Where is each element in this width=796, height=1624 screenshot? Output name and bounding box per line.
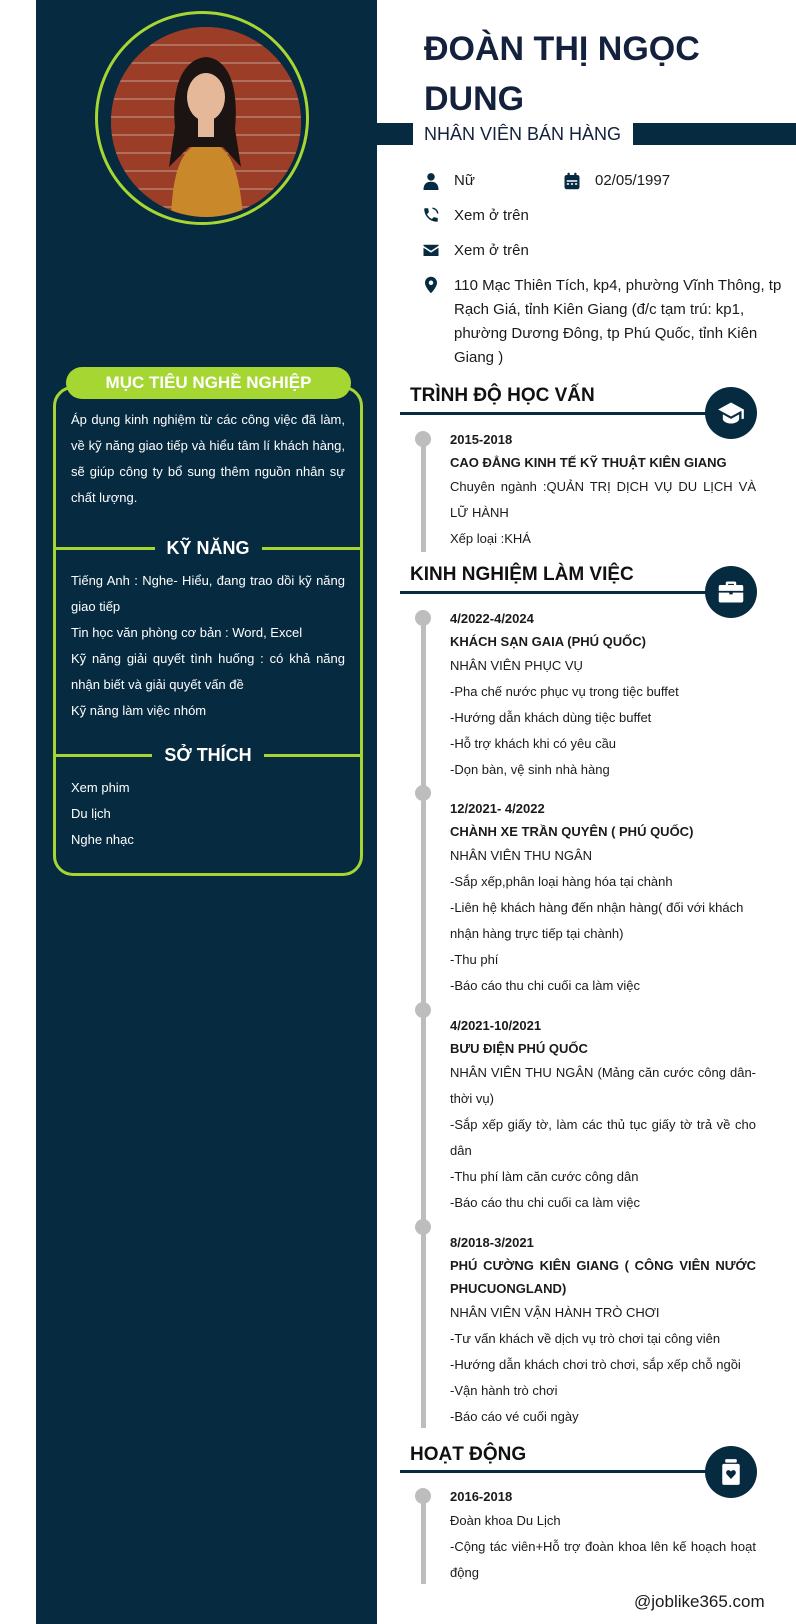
skill-item: Kỹ năng giải quyết tình huống : có khả năng nhận biết và giải quyết vấn đề — [71, 651, 345, 692]
job-entry — [450, 1231, 756, 1430]
job-entry — [450, 607, 756, 783]
phone-value: Xem ở trên — [454, 207, 529, 224]
education-heading: TRÌNH ĐỘ HỌC VẤN — [410, 385, 595, 406]
job-duty: -Sắp xếp,phân loại hàng hóa tại chành — [450, 874, 673, 889]
briefcase-icon — [717, 578, 745, 606]
job-duty: -Báo cáo thu chi cuối ca làm việc — [450, 1195, 641, 1210]
gender-value: Nữ — [454, 172, 475, 189]
activities-timeline — [421, 1496, 426, 1584]
job-period: 12/2021- 4/2022 — [450, 801, 545, 816]
skill-item: Tiếng Anh : Nghe- Hiểu, đang trao dồi kỹ năng giao tiếp — [71, 573, 345, 614]
timeline-dot — [415, 1488, 431, 1504]
job-duty: -Dọn bàn, vệ sinh nhà hàng — [450, 762, 610, 777]
education-period: 2015-2018 — [450, 432, 513, 447]
objective-section — [71, 407, 345, 511]
job-duty: -Pha chế nước phục vụ trong tiệc buffet — [450, 684, 679, 699]
education-school: CAO ĐẲNG KINH TẾ KỸ THUẬT KIÊN GIANG — [450, 455, 727, 470]
job-company: PHÚ CƯỜNG KIÊN GIANG ( CÔNG VIÊN NƯỚC PHUCUONGLAND) — [450, 1258, 756, 1296]
job-duty: -Thu phí — [450, 952, 499, 967]
hobbies-heading-row — [56, 743, 360, 767]
education-grade: Xếp loại :KHÁ — [450, 531, 531, 546]
job-company: BƯU ĐIỆN PHÚ QUỐC — [450, 1041, 588, 1056]
timeline-dot — [415, 1002, 431, 1018]
job-period: 4/2021-10/2021 — [450, 1018, 542, 1033]
activity-entry — [450, 1485, 756, 1586]
job-period: 4/2022-4/2024 — [450, 611, 534, 626]
activity-desc: -Cộng tác viên+Hỗ trợ đoàn khoa lên kế hoạch hoạt động — [450, 1539, 756, 1580]
job-duty: -Hướng dẫn khách dùng tiệc buffet — [450, 710, 652, 725]
user-icon — [422, 172, 440, 190]
job-company: KHÁCH SẠN GAIA (PHÚ QUỐC) — [450, 634, 646, 649]
job-period: 8/2018-3/2021 — [450, 1235, 534, 1250]
footer-brand: @joblike365.com — [634, 1592, 765, 1611]
job-duty: -Vận hành trò chơi — [450, 1383, 558, 1398]
title-bar-left — [377, 123, 413, 145]
skills-heading-row — [56, 536, 360, 560]
education-major: Chuyên ngành :QUẢN TRỊ DỊCH VỤ DU LỊCH VÀ LỮ HÀNH — [450, 479, 756, 520]
hobby-item: Nghe nhạc — [71, 832, 134, 847]
skills-list — [71, 568, 345, 724]
birthdate-value: 02/05/1997 — [595, 172, 671, 189]
job-duty: -Liên hệ khách hàng đến nhận hàng( đối với khách nhận hàng trực tiếp tại chành) — [450, 900, 744, 941]
phone-icon — [422, 206, 440, 224]
experience-heading: KINH NGHIỆM LÀM VIỆC — [410, 564, 634, 585]
job-duty: -Hỗ trợ khách khi có yêu cầu — [450, 736, 617, 751]
job-position: NHÂN VIÊN THU NGÂN (Mảng căn cước công dân- thời vụ) — [450, 1065, 756, 1106]
graduation-cap-icon — [717, 399, 745, 427]
job-position: NHÂN VIÊN THU NGÂN — [450, 848, 593, 863]
hobbies-list — [71, 775, 345, 853]
job-title: NHÂN VIÊN BÁN HÀNG — [424, 124, 622, 144]
activity-org: Đoàn khoa Du Lịch — [450, 1513, 561, 1528]
address-value: 110 Mạc Thiên Tích, kp4, phường Vĩnh Thông, tp Rạch Giá, tỉnh Kiên Giang (đ/c tạm trú: kp1, phường Dương Đông, tp Phú Quốc, tỉnh Kiên Giang ) — [454, 277, 782, 366]
skill-item: Tin học văn phòng cơ bản : Word, Excel — [71, 625, 303, 640]
job-duty: -Tư vấn khách về dịch vụ trò chơi tại công viên — [450, 1331, 721, 1346]
activity-period: 2016-2018 — [450, 1489, 513, 1504]
objective-heading: MỤC TIÊU NGHỀ NGHIỆP — [66, 367, 351, 399]
avatar — [111, 27, 301, 217]
job-entry — [450, 797, 756, 999]
calendar-icon — [563, 172, 581, 190]
email-value: Xem ở trên — [454, 242, 529, 259]
hobby-item: Xem phim — [71, 780, 130, 795]
job-duty: -Sắp xếp giấy tờ, làm các thủ tục giấy tờ trả về cho dân — [450, 1117, 756, 1158]
activities-heading: HOẠT ĐỘNG — [410, 1444, 527, 1465]
candidate-name: ĐOÀN THỊ NGỌC DUNG — [424, 30, 700, 118]
job-company: CHÀNH XE TRẦN QUYÊN ( PHÚ QUỐC) — [450, 824, 694, 839]
location-icon — [422, 276, 440, 294]
activities-rule — [400, 1470, 720, 1473]
experience-rule — [400, 591, 720, 594]
timeline-dot — [415, 1219, 431, 1235]
title-bar-right — [633, 123, 796, 145]
hobby-item: Du lịch — [71, 806, 111, 821]
hobbies-heading: SỞ THÍCH — [164, 744, 252, 765]
job-duty: -Hướng dẫn khách chơi trò chơi, sắp xếp chỗ ngồi — [450, 1357, 741, 1372]
timeline-dot — [415, 610, 431, 626]
timeline-dot — [415, 785, 431, 801]
timeline-dot — [415, 431, 431, 447]
skills-heading: KỸ NĂNG — [166, 537, 250, 558]
job-entry — [450, 1014, 756, 1216]
job-duty: -Báo cáo vé cuối ngày — [450, 1409, 579, 1424]
education-entry — [450, 428, 756, 552]
skill-item: Kỹ năng làm việc nhóm — [71, 703, 207, 718]
job-duty: -Báo cáo thu chi cuối ca làm việc — [450, 978, 641, 993]
experience-timeline — [421, 618, 426, 1428]
job-position: NHÂN VIÊN VẬN HÀNH TRÒ CHƠI — [450, 1305, 660, 1320]
job-duty: -Thu phí làm căn cước công dân — [450, 1169, 639, 1184]
job-position: NHÂN VIÊN PHỤC VỤ — [450, 658, 583, 673]
mail-icon — [422, 241, 440, 259]
education-timeline — [421, 438, 426, 552]
heart-jar-icon — [717, 1458, 745, 1486]
objective-text: Áp dụng kinh nghiệm từ các công việc đã làm, về kỹ năng giao tiếp và hiểu tâm lí khách hàng, sẽ giúp công ty bổ sung thêm nguồn nhân sự chất lượng. — [71, 412, 345, 505]
education-rule — [400, 412, 720, 415]
